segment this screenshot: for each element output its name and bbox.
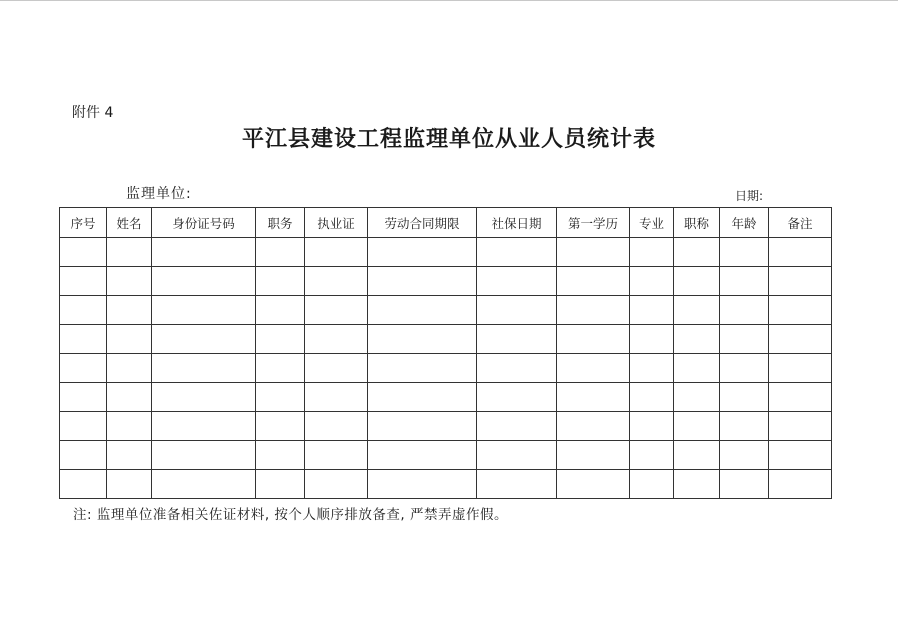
table-cell bbox=[674, 267, 720, 296]
table-cell bbox=[368, 441, 477, 470]
table-cell bbox=[152, 412, 256, 441]
table-cell bbox=[769, 470, 832, 499]
table-cell bbox=[368, 325, 477, 354]
table-cell bbox=[60, 296, 107, 325]
table-cell bbox=[769, 267, 832, 296]
table-cell bbox=[720, 412, 769, 441]
table-row bbox=[60, 267, 832, 296]
table-cell bbox=[477, 267, 557, 296]
table-cell bbox=[630, 296, 674, 325]
table-cell bbox=[60, 325, 107, 354]
table-cell bbox=[368, 354, 477, 383]
date-label: 日期: bbox=[735, 189, 764, 203]
table-cell bbox=[256, 354, 305, 383]
table-cell bbox=[477, 325, 557, 354]
page-top-edge bbox=[0, 0, 898, 1]
table-cell bbox=[368, 267, 477, 296]
table-cell bbox=[305, 325, 368, 354]
table-cell bbox=[477, 354, 557, 383]
table-cell bbox=[769, 325, 832, 354]
header-position: 职务 bbox=[256, 208, 305, 238]
header-name: 姓名 bbox=[107, 208, 152, 238]
table-cell bbox=[557, 354, 630, 383]
header-title: 职称 bbox=[674, 208, 720, 238]
table-cell bbox=[477, 296, 557, 325]
table-cell bbox=[630, 383, 674, 412]
header-major: 专业 bbox=[630, 208, 674, 238]
table-cell bbox=[256, 238, 305, 267]
table-row bbox=[60, 470, 832, 499]
table-cell bbox=[107, 296, 152, 325]
table-row bbox=[60, 238, 832, 267]
header-remarks: 备注 bbox=[769, 208, 832, 238]
table-cell bbox=[256, 412, 305, 441]
table-cell bbox=[720, 325, 769, 354]
table-cell bbox=[630, 470, 674, 499]
table-cell bbox=[60, 441, 107, 470]
table-row bbox=[60, 412, 832, 441]
table-cell bbox=[769, 296, 832, 325]
table-cell bbox=[305, 238, 368, 267]
footnote: 注: 监理单位准备相关佐证材料, 按个人顺序排放备查, 严禁弄虚作假。 bbox=[73, 507, 509, 523]
table-cell bbox=[368, 412, 477, 441]
page-title: 平江县建设工程监理单位从业人员统计表 bbox=[241, 126, 656, 152]
table-cell bbox=[256, 470, 305, 499]
table-cell bbox=[674, 383, 720, 412]
table-cell bbox=[60, 470, 107, 499]
table-cell bbox=[256, 296, 305, 325]
table-cell bbox=[674, 354, 720, 383]
table-cell bbox=[769, 354, 832, 383]
table-row bbox=[60, 325, 832, 354]
table-cell bbox=[557, 441, 630, 470]
table-cell bbox=[305, 354, 368, 383]
table-cell bbox=[368, 296, 477, 325]
table-cell bbox=[60, 412, 107, 441]
table-cell bbox=[769, 383, 832, 412]
table-cell bbox=[305, 470, 368, 499]
table-row bbox=[60, 441, 832, 470]
table-cell bbox=[107, 325, 152, 354]
table-cell bbox=[674, 325, 720, 354]
table-cell bbox=[368, 383, 477, 412]
table-cell bbox=[477, 412, 557, 441]
table-cell bbox=[630, 325, 674, 354]
table-cell bbox=[674, 412, 720, 441]
table-cell bbox=[720, 470, 769, 499]
table-cell bbox=[477, 238, 557, 267]
table-cell bbox=[720, 238, 769, 267]
table-cell bbox=[674, 470, 720, 499]
table-cell bbox=[305, 267, 368, 296]
table-cell bbox=[720, 296, 769, 325]
table-cell bbox=[256, 441, 305, 470]
table-cell bbox=[557, 296, 630, 325]
table-cell bbox=[107, 238, 152, 267]
table-cell bbox=[107, 470, 152, 499]
table-cell bbox=[152, 325, 256, 354]
table-cell bbox=[630, 267, 674, 296]
header-id-number: 身份证号码 bbox=[152, 208, 256, 238]
table-cell bbox=[674, 296, 720, 325]
table-cell bbox=[630, 238, 674, 267]
table-cell bbox=[305, 383, 368, 412]
header-contract-period: 劳动合同期限 bbox=[368, 208, 477, 238]
table-cell bbox=[107, 412, 152, 441]
table-cell bbox=[630, 412, 674, 441]
table-cell bbox=[368, 238, 477, 267]
table-cell bbox=[769, 441, 832, 470]
header-age: 年龄 bbox=[720, 208, 769, 238]
table-cell bbox=[477, 441, 557, 470]
attachment-label: 附件 4 bbox=[72, 105, 114, 121]
table-cell bbox=[674, 441, 720, 470]
table-row bbox=[60, 296, 832, 325]
table-cell bbox=[557, 383, 630, 412]
table-cell bbox=[107, 441, 152, 470]
table-cell bbox=[60, 267, 107, 296]
table-cell bbox=[720, 441, 769, 470]
table-cell bbox=[256, 325, 305, 354]
table-cell bbox=[368, 470, 477, 499]
table-cell bbox=[557, 325, 630, 354]
table-cell bbox=[152, 238, 256, 267]
table-cell bbox=[674, 238, 720, 267]
table-cell bbox=[720, 383, 769, 412]
table-cell bbox=[107, 383, 152, 412]
header-social-security-date: 社保日期 bbox=[477, 208, 557, 238]
table-cell bbox=[630, 354, 674, 383]
table-cell bbox=[107, 267, 152, 296]
table-cell bbox=[557, 267, 630, 296]
header-license: 执业证 bbox=[305, 208, 368, 238]
table-row bbox=[60, 383, 832, 412]
table-cell bbox=[769, 412, 832, 441]
table-row bbox=[60, 354, 832, 383]
table-cell bbox=[60, 354, 107, 383]
table-cell bbox=[557, 412, 630, 441]
table-cell bbox=[769, 238, 832, 267]
table-cell bbox=[152, 354, 256, 383]
table-cell bbox=[720, 267, 769, 296]
table-cell bbox=[477, 470, 557, 499]
table-cell bbox=[630, 441, 674, 470]
table-cell bbox=[305, 412, 368, 441]
table-header-row bbox=[60, 208, 832, 238]
table-cell bbox=[152, 296, 256, 325]
header-serial-number: 序号 bbox=[60, 208, 107, 238]
table-cell bbox=[152, 470, 256, 499]
personnel-statistics-table bbox=[59, 207, 832, 499]
table-cell bbox=[557, 470, 630, 499]
table-cell bbox=[305, 441, 368, 470]
table-cell bbox=[152, 383, 256, 412]
table-cell bbox=[557, 238, 630, 267]
table-cell bbox=[60, 383, 107, 412]
table-cell bbox=[152, 441, 256, 470]
table-cell bbox=[107, 354, 152, 383]
table-cell bbox=[720, 354, 769, 383]
table-cell bbox=[477, 383, 557, 412]
table-cell bbox=[256, 267, 305, 296]
table-cell bbox=[305, 296, 368, 325]
supervision-unit-label: 监理单位: bbox=[126, 186, 192, 202]
header-first-degree: 第一学历 bbox=[557, 208, 630, 238]
table-cell bbox=[60, 238, 107, 267]
table-cell bbox=[152, 267, 256, 296]
table-cell bbox=[256, 383, 305, 412]
